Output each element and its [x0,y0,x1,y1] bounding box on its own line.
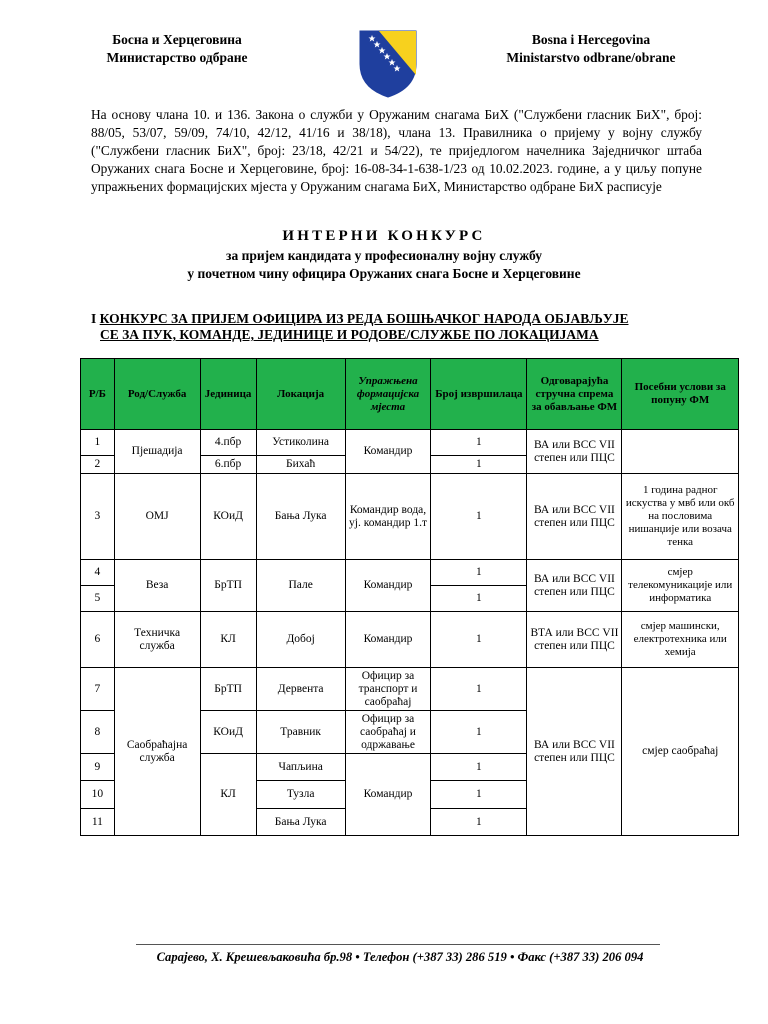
cell-lokacija: Добој [256,612,345,668]
cell-broj: 1 [431,586,527,612]
cell-rod: Саобраћајна служба [114,668,200,836]
cell-broj: 1 [431,456,527,474]
cell-broj: 1 [431,668,527,711]
cell-jedinica: 4.пбр [200,430,256,456]
cell-lokacija: Бихаћ [256,456,345,474]
vacancies-table [80,358,739,836]
header-right-country: Bosna i Hercegovina [531,32,651,47]
cell-rb: 8 [81,711,115,754]
cell-rod: Пјешадија [114,430,200,474]
document-subtitle-1: за пријем кандидата у професионалну војну службу [226,248,542,263]
cell-broj: 1 [431,809,527,836]
header-left-ministry: Министарство одбране [106,50,248,65]
header-lokacija: Локација [256,359,345,430]
header-uslovi: Посебни услови за попуну ФМ [622,359,739,430]
cell-jedinica: БрТП [200,668,256,711]
cell-mjesto: Командир [345,560,431,612]
cell-sprema: ВА или ВСС VII степен или ПЦС [527,430,622,474]
cell-mjesto: Командир вода, уј. командир 1.т [345,474,431,560]
cell-jedinica: КОиД [200,711,256,754]
cell-mjesto: Официр за транспорт и саобраћај [345,668,431,711]
table-row [81,474,739,560]
header-sprema: Одговарајућа стручна спрема за обављање ФМ [527,359,622,430]
header-rb: Р/Б [81,359,115,430]
header-right [488,31,694,67]
document-title: ИНТЕРНИ КОНКУРС [282,228,486,244]
cell-jedinica: БрТП [200,560,256,612]
cell-uslovi: смјер телекомуникације или информатика [622,560,739,612]
document-subtitle-2: у почетном чину официра Оружаних снага Босне и Херцеговине [187,266,581,281]
table-row [81,668,739,711]
table-row [81,612,739,668]
cell-broj: 1 [431,754,527,781]
cell-broj: 1 [431,711,527,754]
cell-lokacija: Чапљина [256,754,345,781]
bih-coat-of-arms-icon [359,30,417,98]
cell-sprema: ВА или ВСС VII степен или ПЦС [527,668,622,836]
cell-lokacija: Устиколина [256,430,345,456]
cell-rb: 5 [81,586,115,612]
cell-rb: 10 [81,781,115,809]
cell-jedinica: КЛ [200,754,256,836]
cell-lokacija: Дервента [256,668,345,711]
section-heading [91,311,731,343]
intro-paragraph: На основу члана 10. и 136. Закона о служби у Оружаним снагама БиХ ("Службени гласник БиХ", број: 88/05, 53/07, 59/09, 74/10, 42/12, 41/16 и 38/18), члана 13. Правилника о пријему у војну службу ("Службени гласник БиХ", број: 23/18, 42/21 и 54/22), те приједлогом начелника Заједничког штаба Оружаних снага Босне и Херцеговине, број: 16-08-34-1-638-1/23 од 10.02.2023. године, а у циљу попуне упражњених формацијских мјеста у Оружаним снагама БиХ, Министарство одбране БиХ расписује [91,107,702,194]
header-right-ministry: Ministarstvo odbrane/obrane [506,50,676,65]
table-header-row [81,359,739,430]
cell-rb: 1 [81,430,115,456]
cell-jedinica: 6.пбр [200,456,256,474]
cell-rod: Техничка служба [114,612,200,668]
cell-lokacija: Бања Лука [256,809,345,836]
header-jedinica: Јединица [200,359,256,430]
cell-jedinica: КЛ [200,612,256,668]
cell-uslovi [622,430,739,474]
cell-rb: 3 [81,474,115,560]
cell-mjesto: Официр за саобраћај и одржавање [345,711,431,754]
header-rod: Род/Служба [114,359,200,430]
cell-broj: 1 [431,474,527,560]
cell-uslovi: 1 година радног искуства у мвб или окб на пословима нишанџије или возача тенка [622,474,739,560]
section-line-1: КОНКУРС ЗА ПРИЈЕМ ОФИЦИРА ИЗ РЕДА БОШЊАЧКОГ НАРОДА ОБЈАВЉУЈЕ [99,311,629,326]
cell-rb: 11 [81,809,115,836]
cell-mjesto: Командир [345,430,431,474]
cell-jedinica: КОиД [200,474,256,560]
cell-broj: 1 [431,781,527,809]
cell-rb: 6 [81,612,115,668]
cell-lokacija: Бања Лука [256,474,345,560]
header-broj: Број извршилаца [431,359,527,430]
table-row [81,560,739,586]
cell-broj: 1 [431,612,527,668]
header-mjesta: Упражњена формацијска мјеста [345,359,431,430]
header-left-country: Босна и Херцеговина [112,32,242,47]
cell-lokacija: Травник [256,711,345,754]
cell-rod: Веза [114,560,200,612]
cell-rod: ОМЈ [114,474,200,560]
footer-contact: Сарајево, Х. Крешевљаковића бр.98 • Телефон (+387 33) 286 519 • Факс (+387 33) 206 094 [156,950,644,964]
cell-mjesto: Командир [345,754,431,836]
cell-lokacija: Пале [256,560,345,612]
cell-rb: 9 [81,754,115,781]
cell-broj: 1 [431,560,527,586]
cell-rb: 4 [81,560,115,586]
table-row [81,430,739,456]
cell-uslovi: смјер машински, електротехника или хемија [622,612,739,668]
header-left [92,31,262,67]
cell-uslovi: смјер саобраћај [622,668,739,836]
cell-sprema: ВА или ВСС VII степен или ПЦС [527,474,622,560]
cell-lokacija: Тузла [256,781,345,809]
section-line-2: СЕ ЗА ПУК, КОМАНДЕ, ЈЕДИНИЦЕ И РОДОВЕ/СЛУЖБЕ ПО ЛОКАЦИЈАМА [100,327,599,342]
cell-sprema: ВА или ВСС VII степен или ПЦС [527,560,622,612]
cell-rb: 7 [81,668,115,711]
cell-broj: 1 [431,430,527,456]
section-prefix: I [91,311,100,326]
footer-divider [136,944,660,945]
cell-sprema: ВТА или ВСС VII степен или ПЦС [527,612,622,668]
cell-rb: 2 [81,456,115,474]
cell-mjesto: Командир [345,612,431,668]
